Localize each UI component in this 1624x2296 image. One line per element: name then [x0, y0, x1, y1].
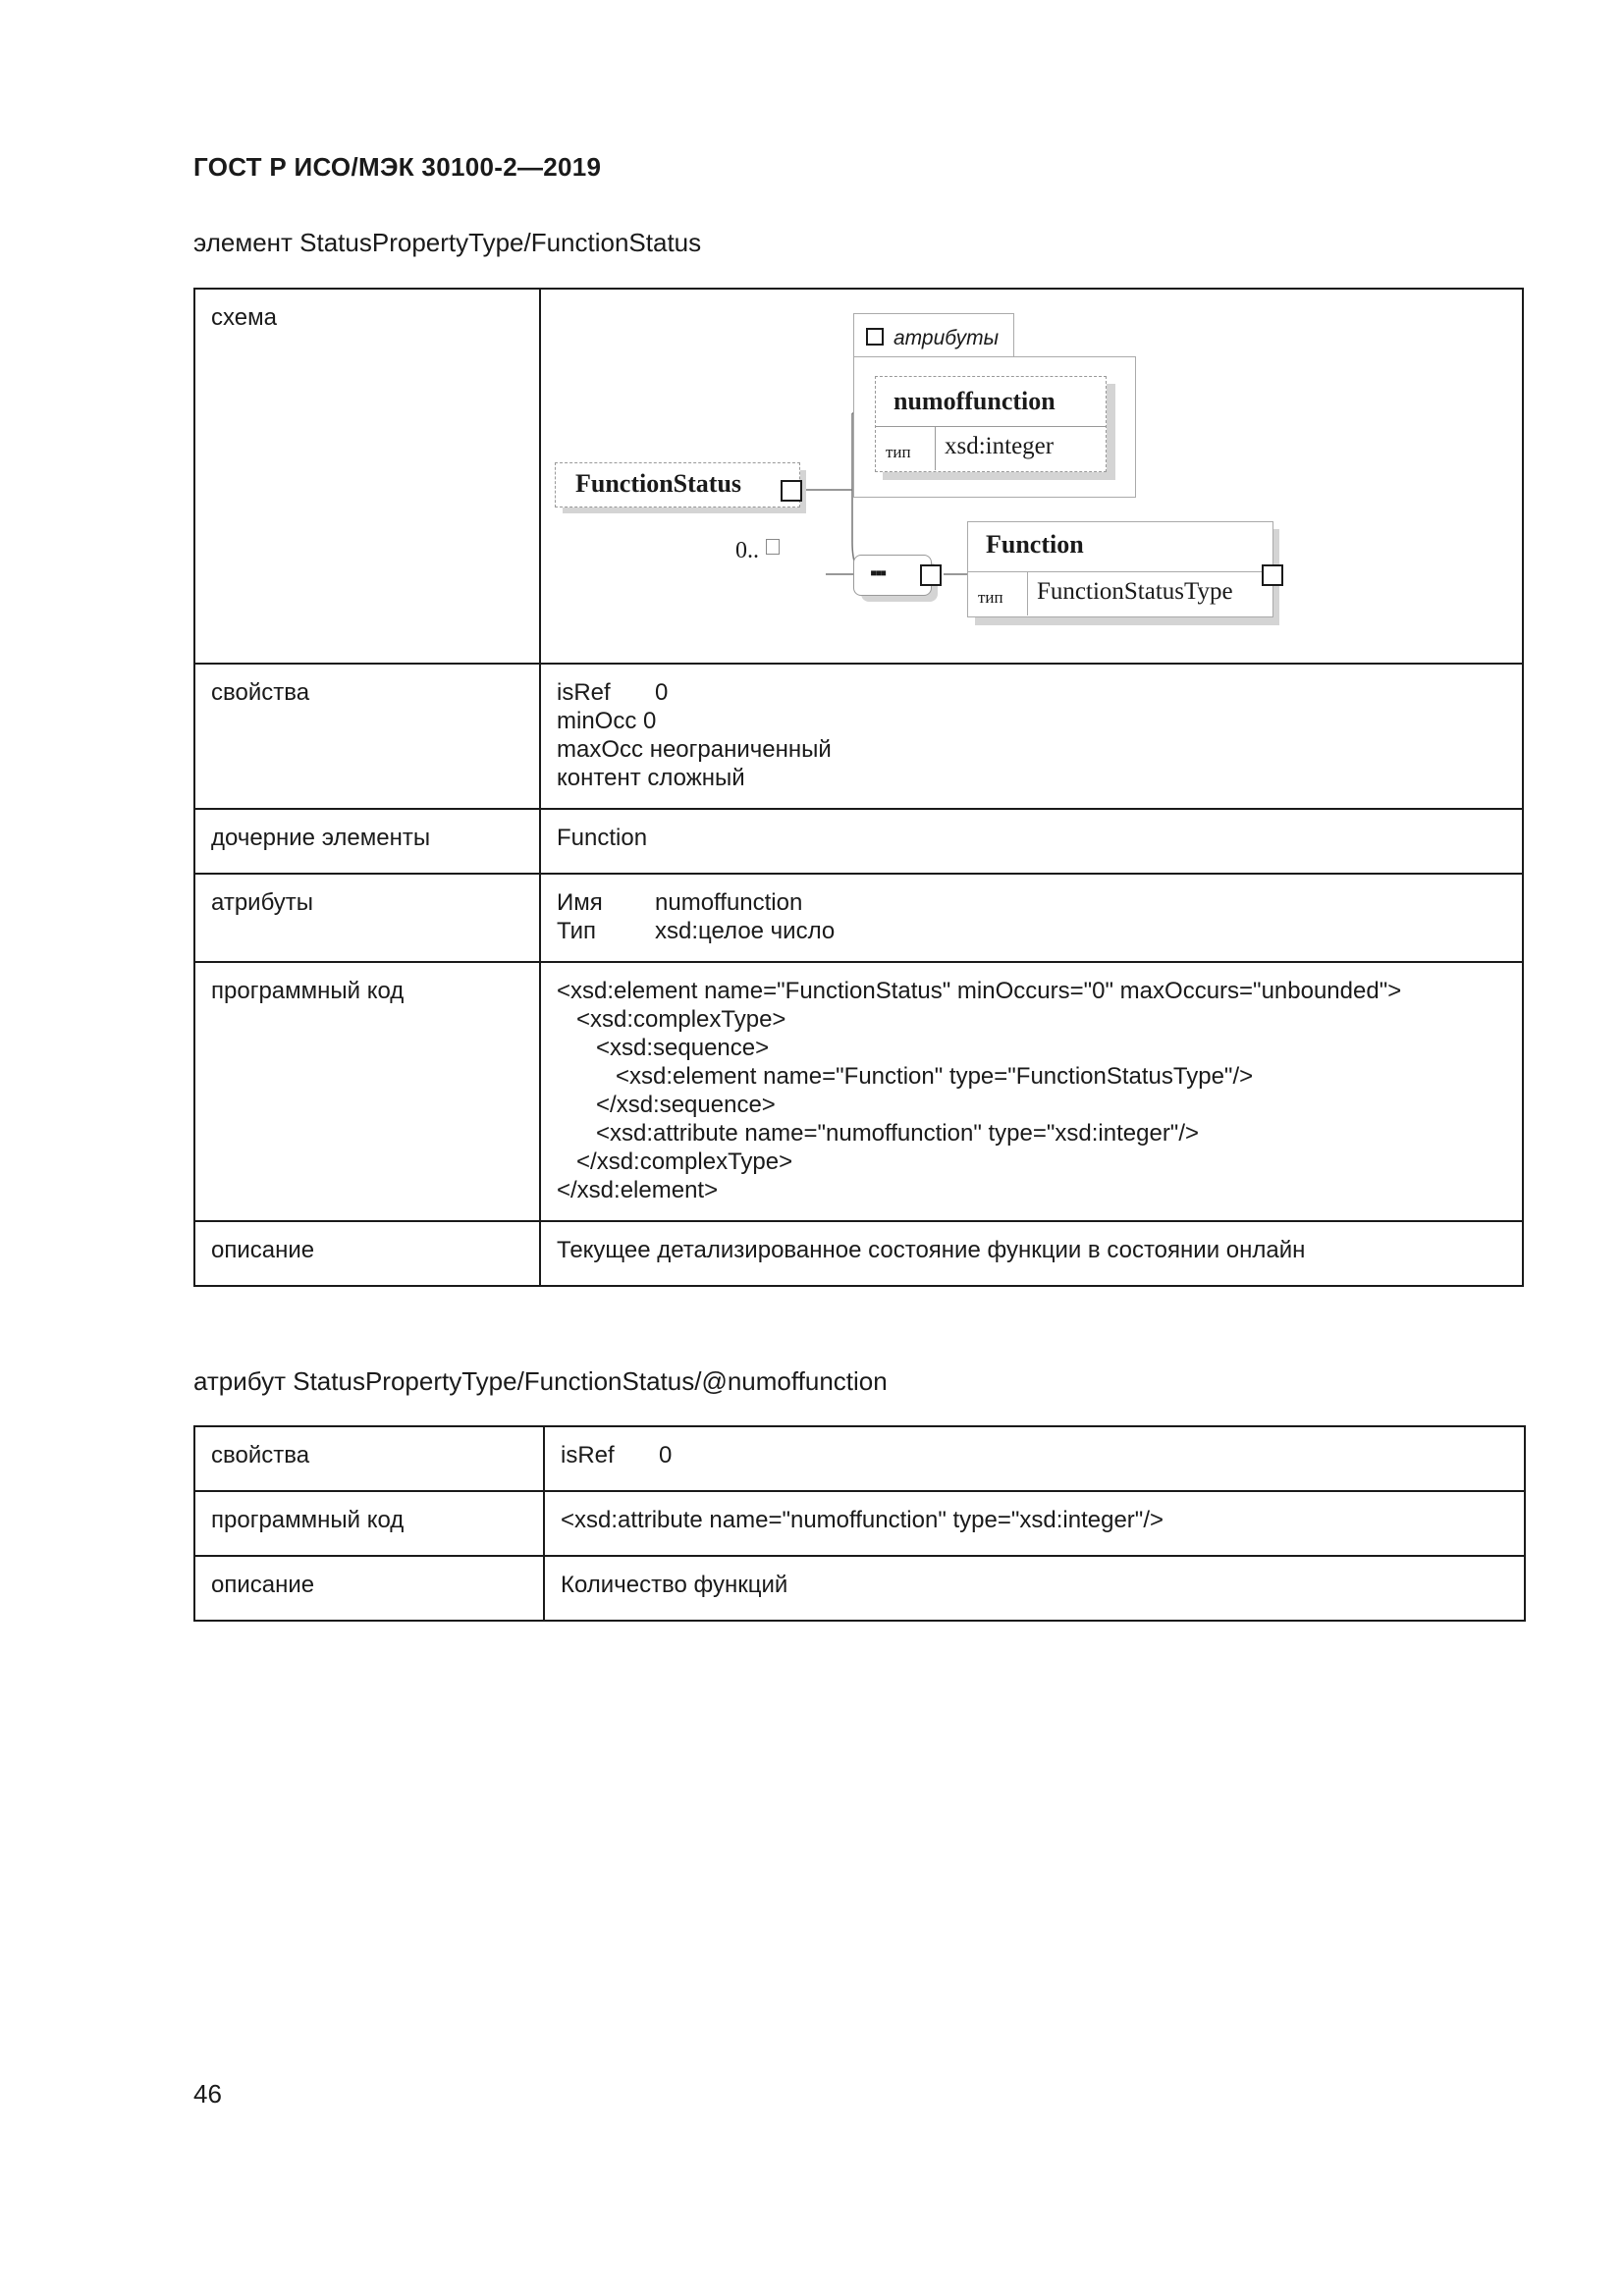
- description-label: описание: [194, 1221, 540, 1286]
- collapse-square-icon: [866, 328, 884, 346]
- attribute-box: [875, 376, 1107, 472]
- attribute-type: xsd:integer: [945, 433, 1055, 459]
- sequence-symbol: ▪▪▪: [870, 562, 886, 584]
- attr-properties-cell: isRef 0: [544, 1426, 1525, 1491]
- occurrence-label: 0..: [735, 538, 759, 563]
- attr-description-label: описание: [194, 1556, 544, 1621]
- child-type-label: тип: [978, 588, 1003, 607]
- table-row: [194, 664, 1523, 809]
- expand-square-icon: [781, 480, 802, 502]
- child-element-box: [967, 521, 1273, 617]
- attribute-table: [193, 1425, 1526, 1622]
- code-cell: [540, 962, 1523, 1221]
- table-row: [194, 809, 1523, 874]
- attr-code-label: программный код: [194, 1491, 544, 1556]
- element-name: FunctionStatus: [575, 469, 742, 498]
- code-line: <xsd:element name="Function" type="FunctionStatusType"/>: [557, 1063, 1254, 1090]
- table-row: [194, 1556, 1525, 1621]
- section-title-attribute: атрибут StatusPropertyType/FunctionStatus/@numoffunction: [193, 1366, 888, 1396]
- code-line: </xsd:sequence>: [557, 1092, 776, 1118]
- table-row: [194, 874, 1523, 962]
- attr-description-value: Количество функций: [544, 1556, 1525, 1621]
- attribute-line: Имя numoffunction: [557, 889, 803, 916]
- code-line: <xsd:attribute name="numoffunction" type="xsd:integer"/>: [557, 1120, 1200, 1147]
- code-line: </xsd:complexType>: [557, 1148, 793, 1175]
- code-line: <xsd:sequence>: [557, 1035, 770, 1061]
- child-type: FunctionStatusType: [1037, 578, 1233, 605]
- table-row: [194, 289, 1523, 664]
- children-label: дочерние элементы: [194, 809, 540, 874]
- children-value: Function: [540, 809, 1523, 874]
- child-expand-square-icon: [1262, 564, 1283, 586]
- schema-diagram: [541, 290, 1522, 643]
- code-label: программный код: [194, 962, 540, 1221]
- attributes-label: атрибуты: [194, 874, 540, 962]
- property-line: maxOcc неограниченный: [557, 736, 832, 763]
- property-line: minOcc 0: [557, 708, 657, 734]
- description-value: Текущее детализированное состояние функции в состоянии онлайн: [540, 1221, 1523, 1286]
- element-table: [193, 288, 1524, 1287]
- table-row: [194, 1221, 1523, 1286]
- table-row: [194, 1491, 1525, 1556]
- attributes-cell: [540, 874, 1523, 962]
- code-line: <xsd:element name="FunctionStatus" minOccurs="0" maxOccurs="unbounded">: [557, 978, 1402, 1004]
- code-line: </xsd:element>: [557, 1177, 719, 1203]
- standard-header: ГОСТ Р ИСО/МЭК 30100-2—2019: [193, 152, 602, 182]
- attributes-tab: [853, 313, 1014, 359]
- schema-label: схема: [194, 289, 540, 664]
- code-line: <xsd:complexType>: [557, 1006, 786, 1033]
- page-number: 46: [193, 2079, 222, 2109]
- property-line: контент сложный: [557, 765, 745, 791]
- attr-properties-label: свойства: [194, 1426, 544, 1491]
- unbounded-marker-icon: [766, 539, 780, 555]
- element-box: [555, 462, 800, 507]
- section-title-element: элемент StatusPropertyType/FunctionStatus: [193, 228, 702, 257]
- child-element-name: Function: [986, 530, 1084, 559]
- table-row: [194, 962, 1523, 1221]
- table-row: [194, 1426, 1525, 1491]
- schema-cell: [540, 289, 1523, 664]
- attributes-tab-label: атрибуты: [893, 327, 1000, 349]
- attr-code-value: <xsd:attribute name="numoffunction" type="xsd:integer"/>: [544, 1491, 1525, 1556]
- attribute-type-label: тип: [886, 443, 911, 461]
- attribute-line: Тип xsd:целое число: [557, 918, 836, 944]
- sequence-expand-square-icon: [920, 564, 942, 586]
- property-line: isRef 0: [557, 679, 669, 706]
- attribute-name: numoffunction: [893, 387, 1056, 415]
- properties-cell: [540, 664, 1523, 809]
- properties-label: свойства: [194, 664, 540, 809]
